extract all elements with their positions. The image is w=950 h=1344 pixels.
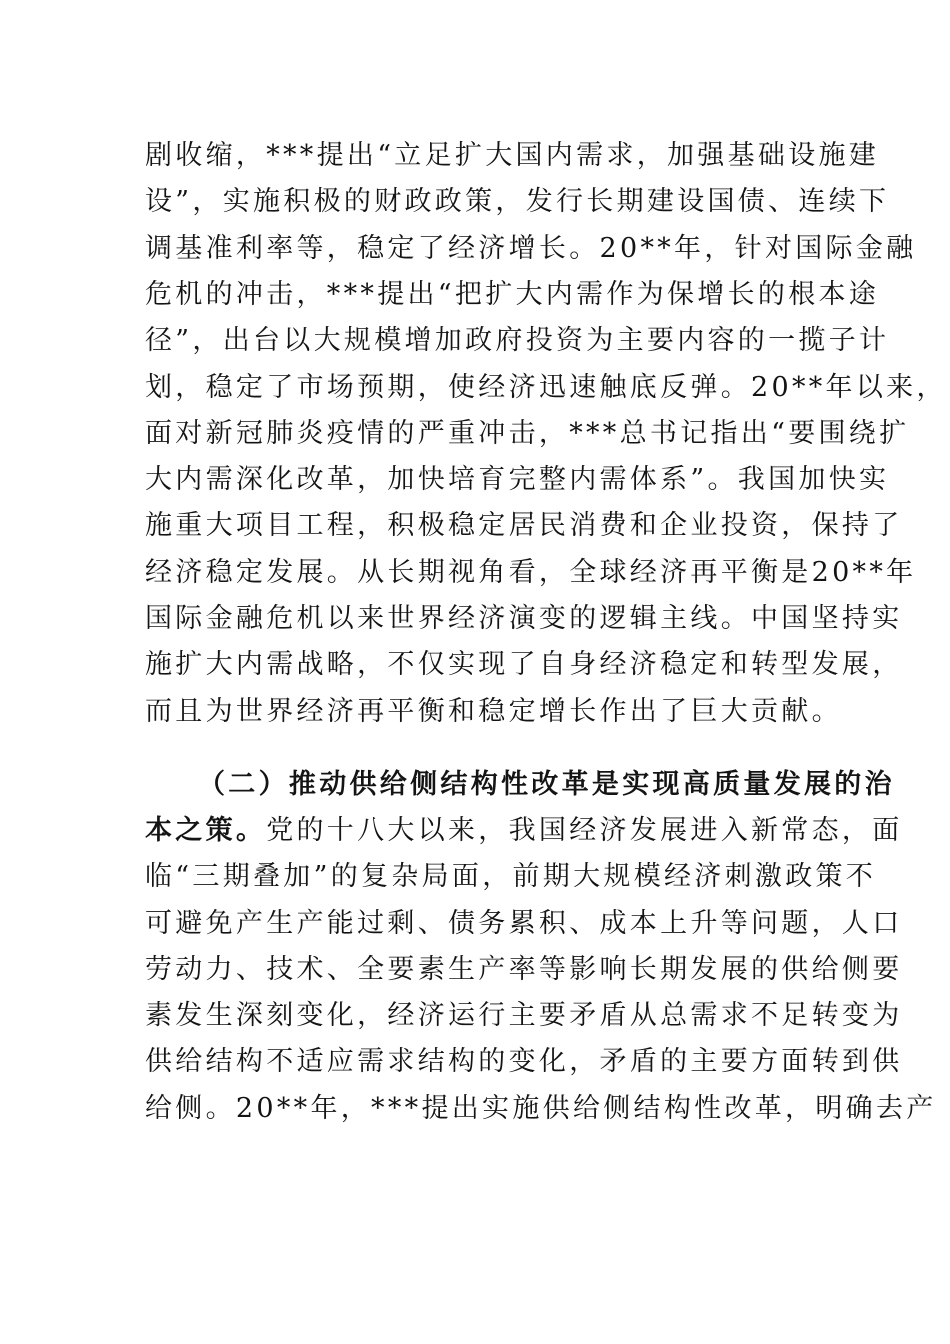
body-text-line: 设”，实施积极的财政政策，发行长期建设国债、连续下 (145, 186, 890, 217)
body-text-segment: 党的十八大以来，我国经济发展进入新常态，面 (266, 815, 903, 846)
body-text-line: 调基准利率等，稳定了经济增长。20**年，针对国际金融 (145, 233, 917, 264)
section-heading-end: 本之策。 (145, 815, 267, 846)
body-text-line: 给侧。20**年，***提出实施供给侧结构性改革，明确去产 (145, 1093, 937, 1124)
body-text-line: 划，稳定了市场预期，使经济迅速触底反弹。20**年以来， (145, 372, 947, 403)
section-heading: （二）推动供给侧结构性改革是实现高质量发展的治 (198, 769, 895, 800)
body-text-line: 而且为世界经济再平衡和稳定增长作出了巨大贡献。 (145, 696, 842, 727)
body-text-line: 供给结构不适应需求结构的变化，矛盾的主要方面转到供 (145, 1046, 903, 1077)
body-text-line: 临“三期叠加”的复杂局面，前期大规模经济刺激政策不 (145, 861, 877, 892)
body-text-line: 危机的冲击，***提出“把扩大内需作为保增长的根本途 (145, 279, 880, 310)
body-text-line: 劳动力、技术、全要素生产率等影响长期发展的供给侧要 (145, 954, 903, 985)
body-text-line: 素发生深刻变化，经济运行主要矛盾从总需求不足转变为 (145, 1000, 903, 1031)
body-text-line: 大内需深化改革，加快培育完整内需体系”。我国加快实 (145, 464, 890, 495)
body-text-line (145, 811, 903, 851)
body-text-line: 面对新冠肺炎疫情的严重冲击，***总书记指出“要围绕扩 (145, 418, 910, 449)
body-text-line: 可避免产生产能过剩、债务累积、成本上升等问题，人口 (145, 908, 903, 939)
body-text-line: 施扩大内需战略，不仅实现了自身经济稳定和转型发展， (145, 649, 903, 680)
body-text-line: 剧收缩，***提出“立足扩大国内需求，加强基础设施建 (145, 140, 880, 171)
body-text-line: 国际金融危机以来世界经济演变的逻辑主线。中国坚持实 (145, 603, 903, 634)
body-text-line: 施重大项目工程，积极稳定居民消费和企业投资，保持了 (145, 510, 903, 541)
body-text-line: 经济稳定发展。从长期视角看，全球经济再平衡是20**年 (145, 557, 917, 588)
body-text-line: 径”，出台以大规模增加政府投资为主要内容的一揽子计 (145, 325, 890, 356)
